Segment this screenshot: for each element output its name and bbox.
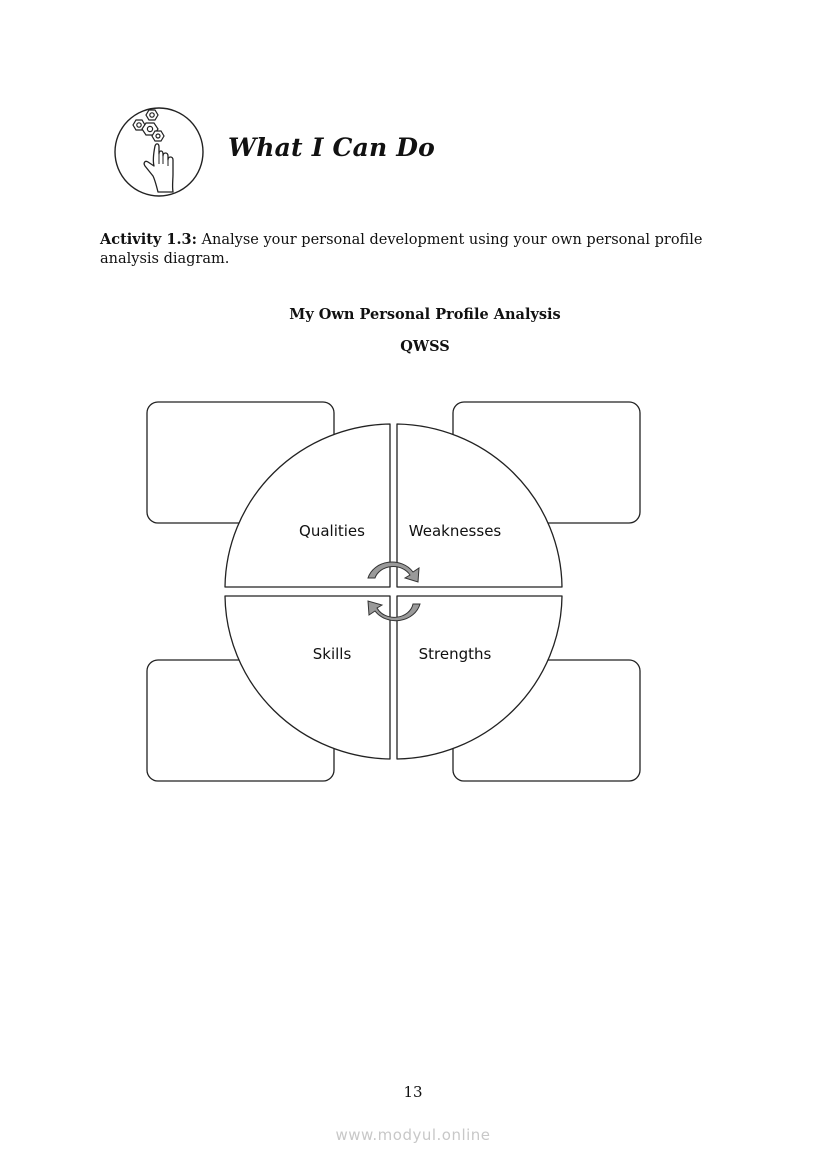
cycle-arrows-icon bbox=[368, 562, 420, 621]
activity-text: Analyse your personal development using your own personal profile analysis diagram. bbox=[100, 232, 703, 267]
label-weaknesses: Weaknesses bbox=[408, 522, 502, 540]
watermark: www.modyul.online bbox=[335, 1126, 491, 1144]
label-qualities: Qualities bbox=[299, 522, 365, 540]
activity-label: Activity 1.3: bbox=[100, 231, 197, 248]
page-number: 13 bbox=[403, 1083, 423, 1101]
diagram-acronym: QWSS bbox=[400, 338, 450, 355]
section-title: What I Can Do bbox=[228, 133, 436, 162]
diagram-title: My Own Personal Profile Analysis bbox=[289, 306, 561, 323]
label-strengths: Strengths bbox=[418, 645, 492, 663]
label-skills: Skills bbox=[312, 645, 352, 663]
